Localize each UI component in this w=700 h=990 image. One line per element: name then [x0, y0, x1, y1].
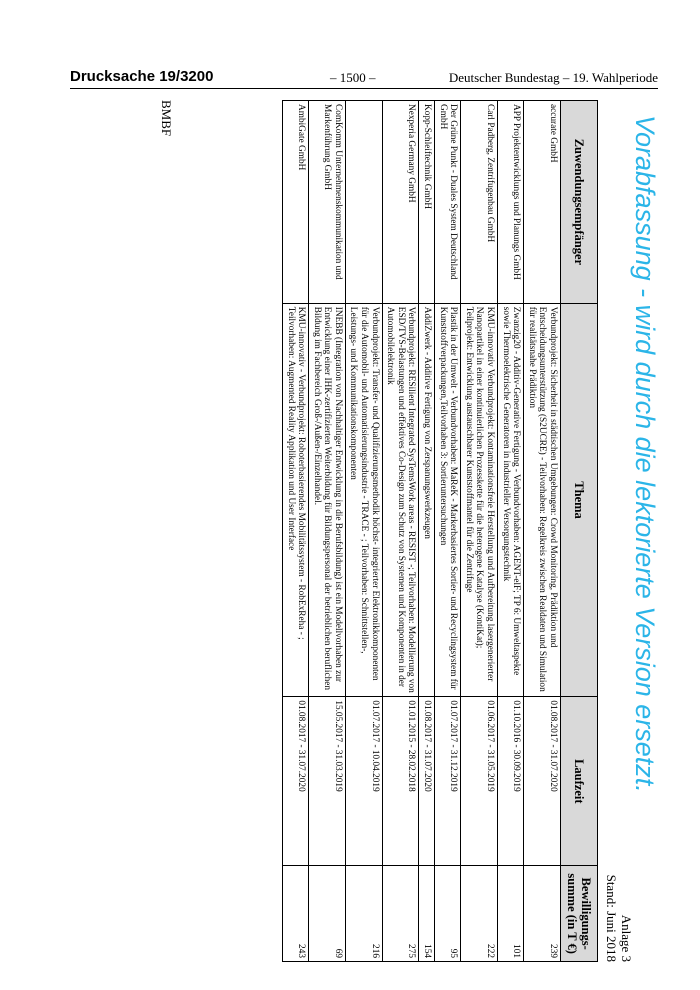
ministry-label: BMBF [159, 100, 174, 137]
table-row [461, 101, 498, 962]
cell-amount: 154 [419, 866, 435, 962]
table-row [498, 101, 524, 962]
header-recipient: Zuwendungsempfänger [561, 101, 598, 304]
cell-recipient: accurate GmbH [524, 101, 561, 304]
rotated-annex-content [138, 100, 638, 962]
table-row [382, 101, 419, 962]
header-topic: Thema [561, 303, 598, 697]
cell-topic: Verbundprojekt: Transfer- und Qualifizierungsmethodik höchst- integrierter Elektronikkomponenten für die Automobil- und Automatisierungsindustrie - TRACE - ; Teilvorhaben: Schnittstellen-, Leistungs- und Kommunikationskomponenten [345, 303, 382, 697]
cell-recipient: AmbiGate GmbH [282, 101, 308, 304]
cell-topic: AddiZwerk - Additive Fertigung von Zerspanungswerkzeugen [419, 303, 435, 697]
cell-topic: Plastik in der Umwelt - Verbundvorhaben: MaReK - Markerbasiertes Sortier- und Recyclingsystem für Kunststoffverpackungen,Teilvorhaben 3: Sortieruntersuchungen [435, 303, 461, 697]
cell-duration: 01.08.2017 - 31.07.2020 [524, 697, 561, 866]
cell-recipient: Carl Padberg, Zentrifugenbau GmbH [461, 101, 498, 304]
grants-table [282, 100, 598, 962]
page-number: – 1500 – [330, 70, 376, 85]
document-number [70, 68, 213, 85]
cell-duration: 01.07.2017 - 10.04.2019 [345, 697, 382, 866]
header-duration: Laufzeit [561, 697, 598, 866]
table-row [309, 101, 346, 962]
parliament-label: Deutscher Bundestag – 19. Wahlperiode [448, 70, 658, 85]
annex-label: Anlage 3 [619, 914, 634, 962]
table-row [524, 101, 561, 962]
annex-meta [604, 875, 634, 962]
cell-amount: 95 [435, 866, 461, 962]
cell-duration: 01.08.2017 - 31.07.2020 [282, 697, 308, 866]
document-number-value: 3200 [180, 68, 214, 85]
cell-duration: 01.07.2017 - 31.12.2019 [435, 697, 461, 866]
cell-topic: KMU-innovativ - Verbundprojekt: Roboterbasierendes Mobilitätssystem - RobExReha - ; Teilvorhaben: Augmented Reality Applikation und User Interface [282, 303, 308, 697]
cell-topic: KMU-innovativ Verbundprojekt: Kontaminationsfreie Herstellung und Aufbereitung lasergenerierter Nanopartikel in einer kontinuierlichen Prozesskette für die heterogene Katalyse (KontiKat); Teilprojekt: Entwicklung austauschbarer Kunststoffmantel für die Zentrifuge [461, 303, 498, 697]
status-date: Stand: Juni 2018 [604, 874, 619, 962]
cell-duration: 01.01.2015 - 28.02.2018 [382, 697, 419, 866]
cell-topic: Verbundprojekt: RESilient Integrated SysTemsWork areas - RESIST -; Teilvorhaben: Modellierung von ESD/TVS-Belastungen und effektives Co-Design zum Schutz von Systemen und Komponenten in der Automobilelektronik [382, 303, 419, 697]
cell-recipient: Kopp-Schleiftechnik GmbH [419, 101, 435, 304]
cell-amount: 69 [309, 866, 346, 962]
table-row [419, 101, 435, 962]
cell-topic: Zwanzig20 - Additiv-Generative Fertigung - Verbundvorhaben: AGENT-elF; TP 6: Umweltaspekte sowie Thermoelektrische Generatoren in industrieller Versorgungstechnik [498, 303, 524, 697]
page-header [70, 68, 658, 90]
cell-recipient: Nexperia Germany GmbH [382, 101, 419, 304]
document-number-prefix: Drucksache 19/ [70, 68, 181, 85]
cell-topic: Verbundprojekt: Sicherheit in städtischen Umgebungen: Crowd Monitoring, Prädiktion und Entscheidungsunterstützung (S2UCRE) - Teilvorhaben: Regelkreis zwischen Realdaten und Simulation für realitätsnahe Prädiktion [524, 303, 561, 697]
table-header-row [561, 101, 598, 962]
cell-amount: 222 [461, 866, 498, 962]
cell-topic: INEBB (Integration von Nachhaltiger Entwicklung in die Berufsbildung) ist ein Modellvorhaben zur Entwicklung einer IHK-zertifizierten Weiterbildung für Bildungspersonal der betrieblichen beruflichen Bildung im Fachbereich Groß-/Außen-/Einzelhandel. [309, 303, 346, 697]
cell-amount: 239 [524, 866, 561, 962]
cell-recipient: APP Projektentwicklungs und Planungs GmbH [498, 101, 524, 304]
cell-amount: 243 [282, 866, 308, 962]
cell-recipient [345, 101, 382, 304]
cell-amount: 275 [382, 866, 419, 962]
cell-duration: 01.10.2016 - 30.09.2019 [498, 697, 524, 866]
cell-recipient: ComKomm Unternehmenskommunikation und Markenführung GmbH [309, 101, 346, 304]
header-rule [70, 88, 658, 89]
cell-amount: 216 [345, 866, 382, 962]
table-row [345, 101, 382, 962]
table-row [282, 101, 308, 962]
cell-duration: 01.08.2017 - 31.07.2020 [419, 697, 435, 866]
cell-duration: 01.06.2017 - 31.05.2019 [461, 697, 498, 866]
cell-recipient: Der Grüne Punkt - Duales System Deutschland GmbH [435, 101, 461, 304]
cell-amount: 101 [498, 866, 524, 962]
cell-duration: 15.05.2017 - 31.03.2019 [309, 697, 346, 866]
draft-watermark: Vorabfassung - wird durch die lektorierte Version ersetzt. [630, 115, 660, 793]
table-row [435, 101, 461, 962]
header-amount: Bewilligungs-summe (in T €) [561, 866, 598, 962]
